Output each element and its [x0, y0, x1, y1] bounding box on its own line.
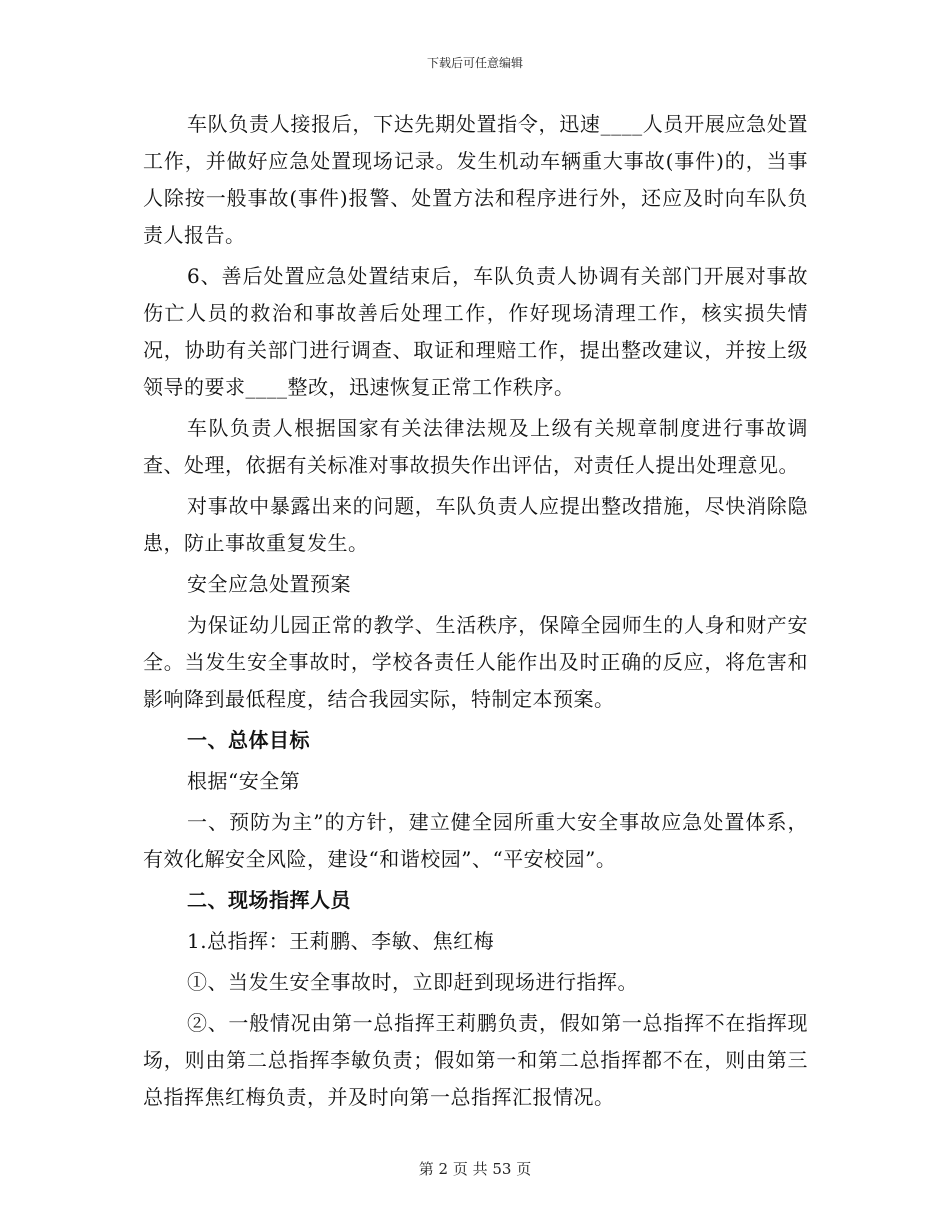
page-footer: 第 2 页 共 53 页 [418, 1160, 532, 1178]
heading-overall-goal: 一、总体目标 [187, 728, 310, 752]
paragraph-6: 根据“安全第 [187, 769, 301, 793]
paragraph-3: 车队负责人根据国家有关法律法规及上级有关规章制度进行事故调查、处理，依据有关标准对事故损失作出评估，对责任人提出处理意见。 [143, 416, 808, 477]
paragraph-4: 对事故中暴露出来的问题，车队负责人应提出整改措施，尽快消除隐患，防止事故重复发生。 [143, 494, 808, 555]
paragraph-1: 车队负责人接报后，下达先期处置指令，迅速____人员开展应急处置工作，并做好应急处置现场记录。发生机动车辆重大事故(事件)的，当事人除按一般事故(事件)报警、处置方法和程序进行外，还应及时向车队负责人报告。 [143, 112, 808, 247]
paragraph-10: ②、一般情况由第一总指挥王莉鹏负责，假如第一总指挥不在指挥现场，则由第二总指挥李敏负责；假如第一和第二总指挥都不在，则由第三总指挥焦红梅负责，并及时向第一总指挥汇报情况。 [143, 1011, 808, 1109]
section-title-plan: 安全应急处置预案 [187, 572, 351, 596]
heading-site-command: 二、现场指挥人员 [187, 888, 351, 912]
paragraph-7: 一、预防为主”的方针，建立健全园所重大安全事故应急处置体系，有效化解安全风险，建设“和谐校园”、“平安校园”。 [143, 810, 808, 871]
paragraph-2: 6、善后处置应急处置结束后，车队负责人协调有关部门开展对事故伤亡人员的救治和事故善后处理工作，作好现场清理工作，核实损失情况，协助有关部门进行调查、取证和理赔工作，提出整改建议，并按上级领导的要求____整改，迅速恢复正常工作秩序。 [143, 264, 808, 399]
page-header: 下载后可任意编辑 [426, 56, 523, 70]
document-body [143, 106, 808, 1120]
paragraph-5: 为保证幼儿园正常的教学、生活秩序，保障全园师生的人身和财产安全。当发生安全事故时，学校各责任人能作出及时正确的反应，将危害和影响降到最低程度，结合我园实际，特制定本预案。 [143, 613, 808, 711]
paragraph-9: ①、当发生安全事故时，立即赶到现场进行指挥。 [187, 970, 638, 994]
paragraph-8: 1.总指挥：王莉鹏、李敏、焦红梅 [187, 929, 495, 953]
